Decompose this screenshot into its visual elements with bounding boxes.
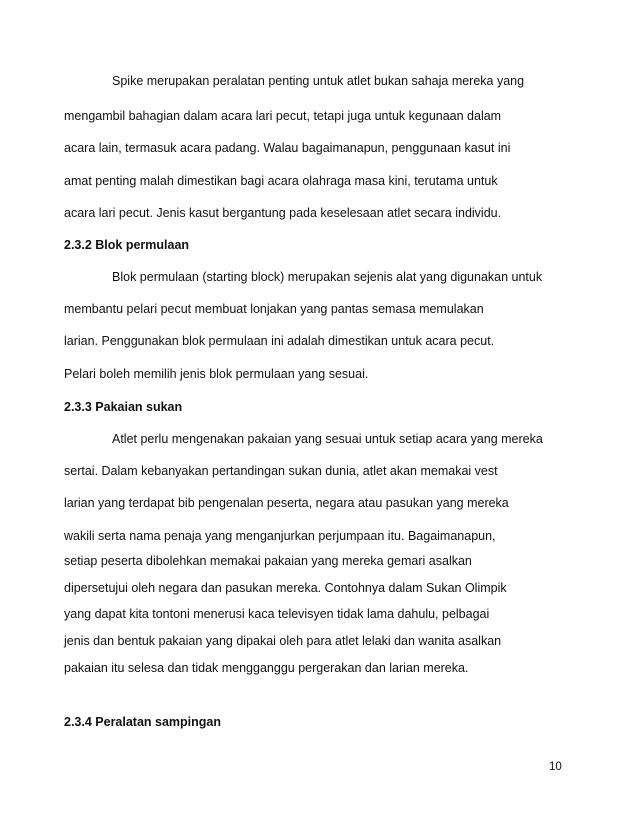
paragraph-line: Pelari boleh memilih jenis blok permulaan yang sesuai.: [64, 367, 369, 381]
paragraph-line: pakaian itu selesa dan tidak mengganggu pergerakan dan larian mereka.: [64, 661, 469, 675]
paragraph-line: amat penting malah dimestikan bagi acara olahraga masa kini, terutama untuk: [64, 174, 498, 188]
paragraph-line: Blok permulaan (starting block) merupakan sejenis alat yang digunakan untuk: [112, 270, 543, 284]
paragraph-line: acara lain, termasuk acara padang. Walau bagaimanapun, penggunaan kasut ini: [64, 141, 511, 155]
paragraph-line: larian yang terdapat bib pengenalan peserta, negara atau pasukan yang mereka: [64, 496, 509, 510]
paragraph-line: setiap peserta dibolehkan memakai pakaian yang mereka gemari asalkan: [64, 554, 472, 568]
section-heading-2-3-4: 2.3.4 Peralatan sampingan: [64, 715, 222, 729]
paragraph-line: mengambil bahagian dalam acara lari pecut, tetapi juga untuk kegunaan dalam: [64, 109, 502, 123]
paragraph-line: wakili serta nama penaja yang menganjurkan perjumpaan itu. Bagaimanapun,: [64, 529, 496, 543]
page-number: 10: [549, 761, 562, 773]
paragraph-line: jenis dan bentuk pakaian yang dipakai oleh para atlet lelaki dan wanita asalkan: [64, 634, 502, 648]
paragraph-line: Atlet perlu mengenakan pakaian yang sesuai untuk setiap acara yang mereka: [112, 432, 543, 446]
section-heading-2-3-3: 2.3.3 Pakaian sukan: [64, 400, 183, 414]
paragraph-line: acara lari pecut. Jenis kasut bergantung pada keselesaan atlet secara individu.: [64, 206, 502, 220]
section-heading-2-3-2: 2.3.2 Blok permulaan: [64, 238, 190, 252]
paragraph-line: dipersetujui oleh negara dan pasukan mereka. Contohnya dalam Sukan Olimpik: [64, 581, 507, 595]
paragraph-line: larian. Penggunakan blok permulaan ini adalah dimestikan untuk acara pecut.: [64, 334, 495, 348]
paragraph-line: yang dapat kita tontoni menerusi kaca televisyen tidak lama dahulu, pelbagai: [64, 607, 490, 621]
paragraph-line: Spike merupakan peralatan penting untuk atlet bukan sahaja mereka yang: [112, 74, 525, 88]
paragraph-line: membantu pelari pecut membuat lonjakan yang pantas semasa memulakan: [64, 302, 484, 316]
paragraph-line: sertai. Dalam kebanyakan pertandingan sukan dunia, atlet akan memakai vest: [64, 464, 498, 478]
